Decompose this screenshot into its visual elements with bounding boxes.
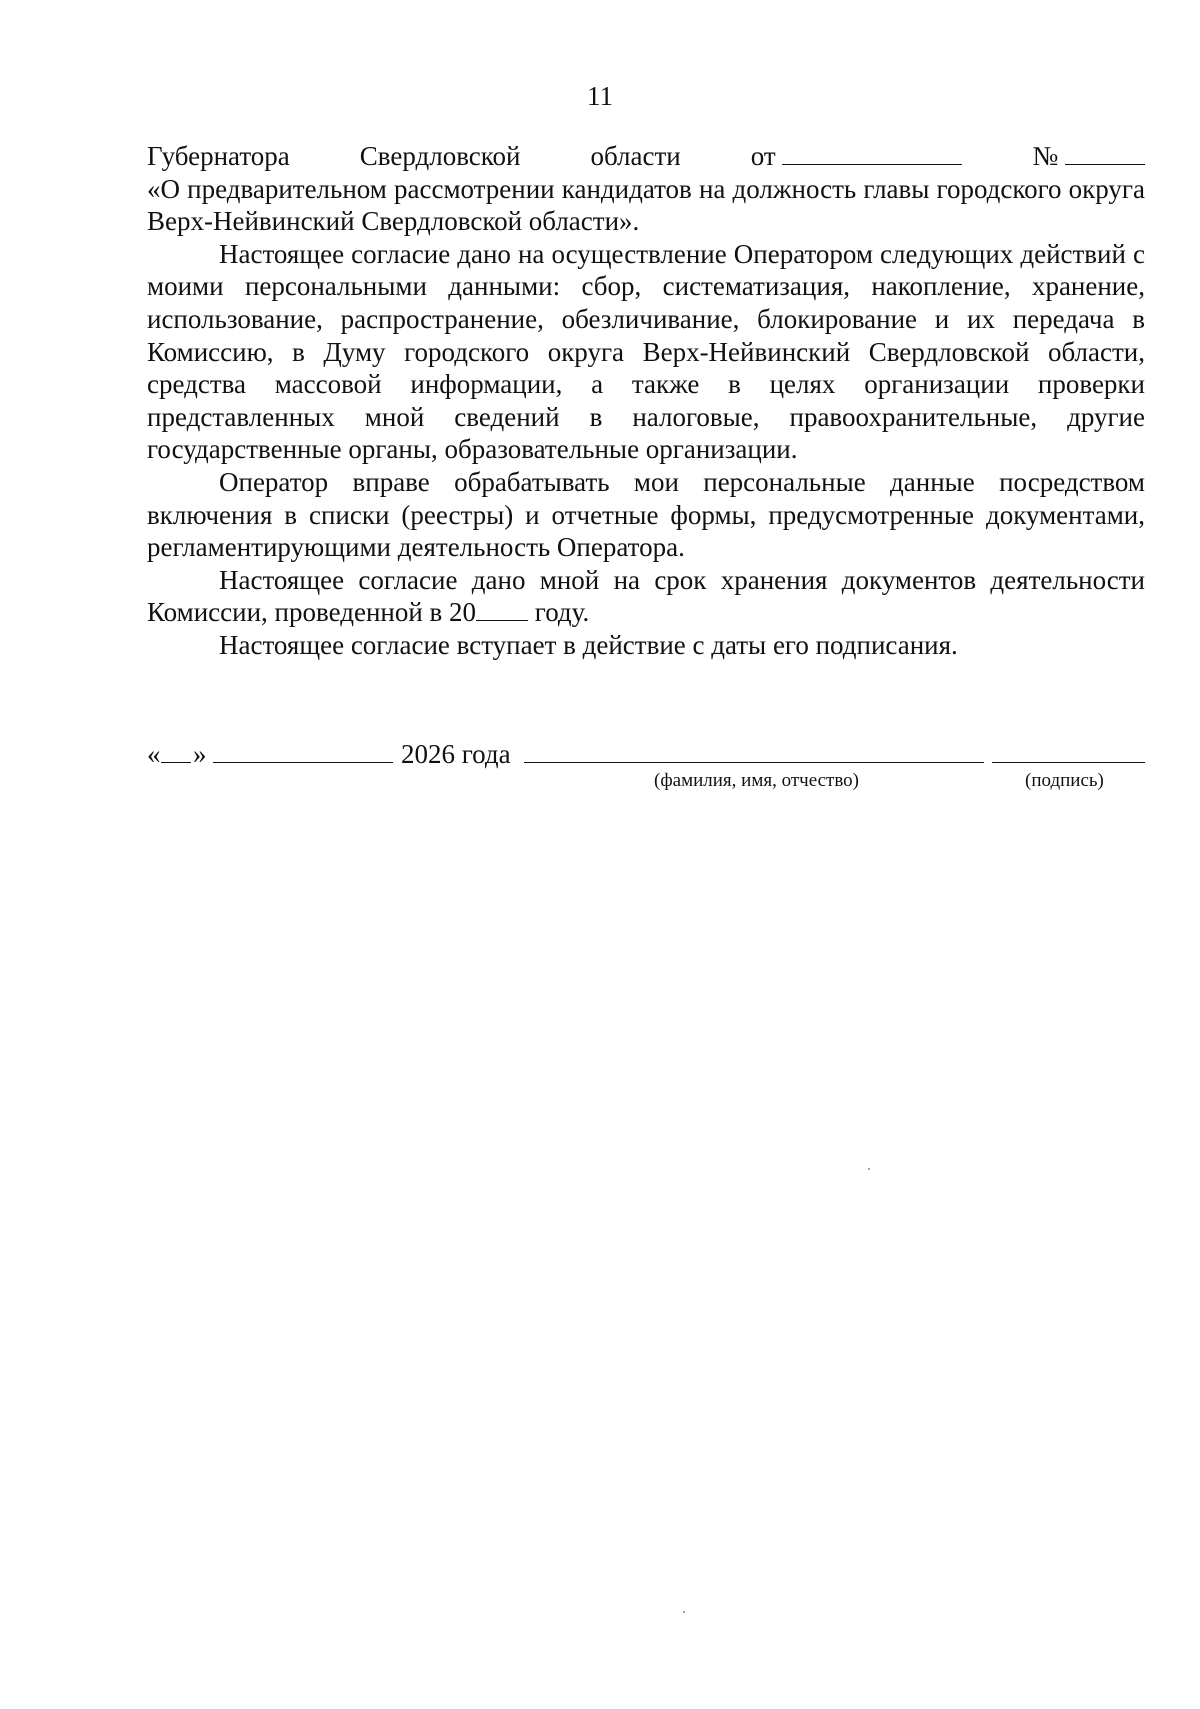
- paragraph-operator: Оператор вправе обрабатывать мои персональные данные посредством включения в списки (реестры) и отчетные формы, предусмотренные документами, регламентирующими деятельность Оператора.: [147, 466, 1145, 563]
- scan-speck: [683, 1611, 685, 1613]
- caption-signature: (подпись): [1025, 770, 1104, 791]
- paragraph-effective: Настоящее согласие вступает в действие с даты его подписания.: [219, 629, 958, 660]
- term-text: Настоящее согласие дано мной на срок хранения документов деятельности Комиссии, проведенной в 20: [147, 564, 1145, 628]
- decree-number-blank: [1065, 142, 1145, 165]
- quote-open: «: [147, 739, 161, 769]
- word-sverdlovsk: Свердловской: [359, 141, 521, 171]
- caption-full-name: (фамилия, имя, отчество): [654, 770, 860, 791]
- word-governor: Губернатора: [147, 141, 290, 171]
- paragraph-term: [147, 564, 1145, 629]
- number-group: [1032, 140, 1145, 173]
- consent-text: [147, 140, 1145, 662]
- decree-title: «О предварительном рассмотрении кандидатов на должность главы городского округа Верх-Нейвинский Свердловской области».: [147, 173, 1145, 237]
- day-blank: [161, 738, 191, 763]
- full-name-blank: [524, 738, 984, 763]
- signature-blank: [992, 738, 1145, 763]
- year-blank: [476, 598, 528, 621]
- page-number: 11: [587, 81, 613, 111]
- year-label: 2026 года: [401, 739, 511, 769]
- month-blank: [213, 738, 393, 763]
- date-group: [751, 140, 963, 173]
- scan-speck: [868, 1168, 870, 1170]
- first-line: [147, 140, 1145, 173]
- number-sign: №: [1032, 141, 1059, 171]
- term-text-end: году.: [534, 597, 590, 628]
- word-from: от: [750, 141, 776, 171]
- paragraph-actions: Настоящее согласие дано на осуществление Оператором следующих действий с моими персональными данными: сбор, систематизация, накопление, хранение, использование, распространение, обезличивание, блокирование и их передача в Комиссию, в Думу городского округа Верх-Нейвинский Свердловской области, средства массовой информации, а также в целях организации проверки представленных мной сведений в налоговые, правоохранительные, другие государственные органы, образовательные организации.: [147, 238, 1145, 465]
- decree-date-blank: [782, 142, 962, 165]
- quote-close: »: [193, 739, 207, 769]
- signature-line: [147, 738, 1145, 772]
- word-oblast: области: [590, 141, 681, 171]
